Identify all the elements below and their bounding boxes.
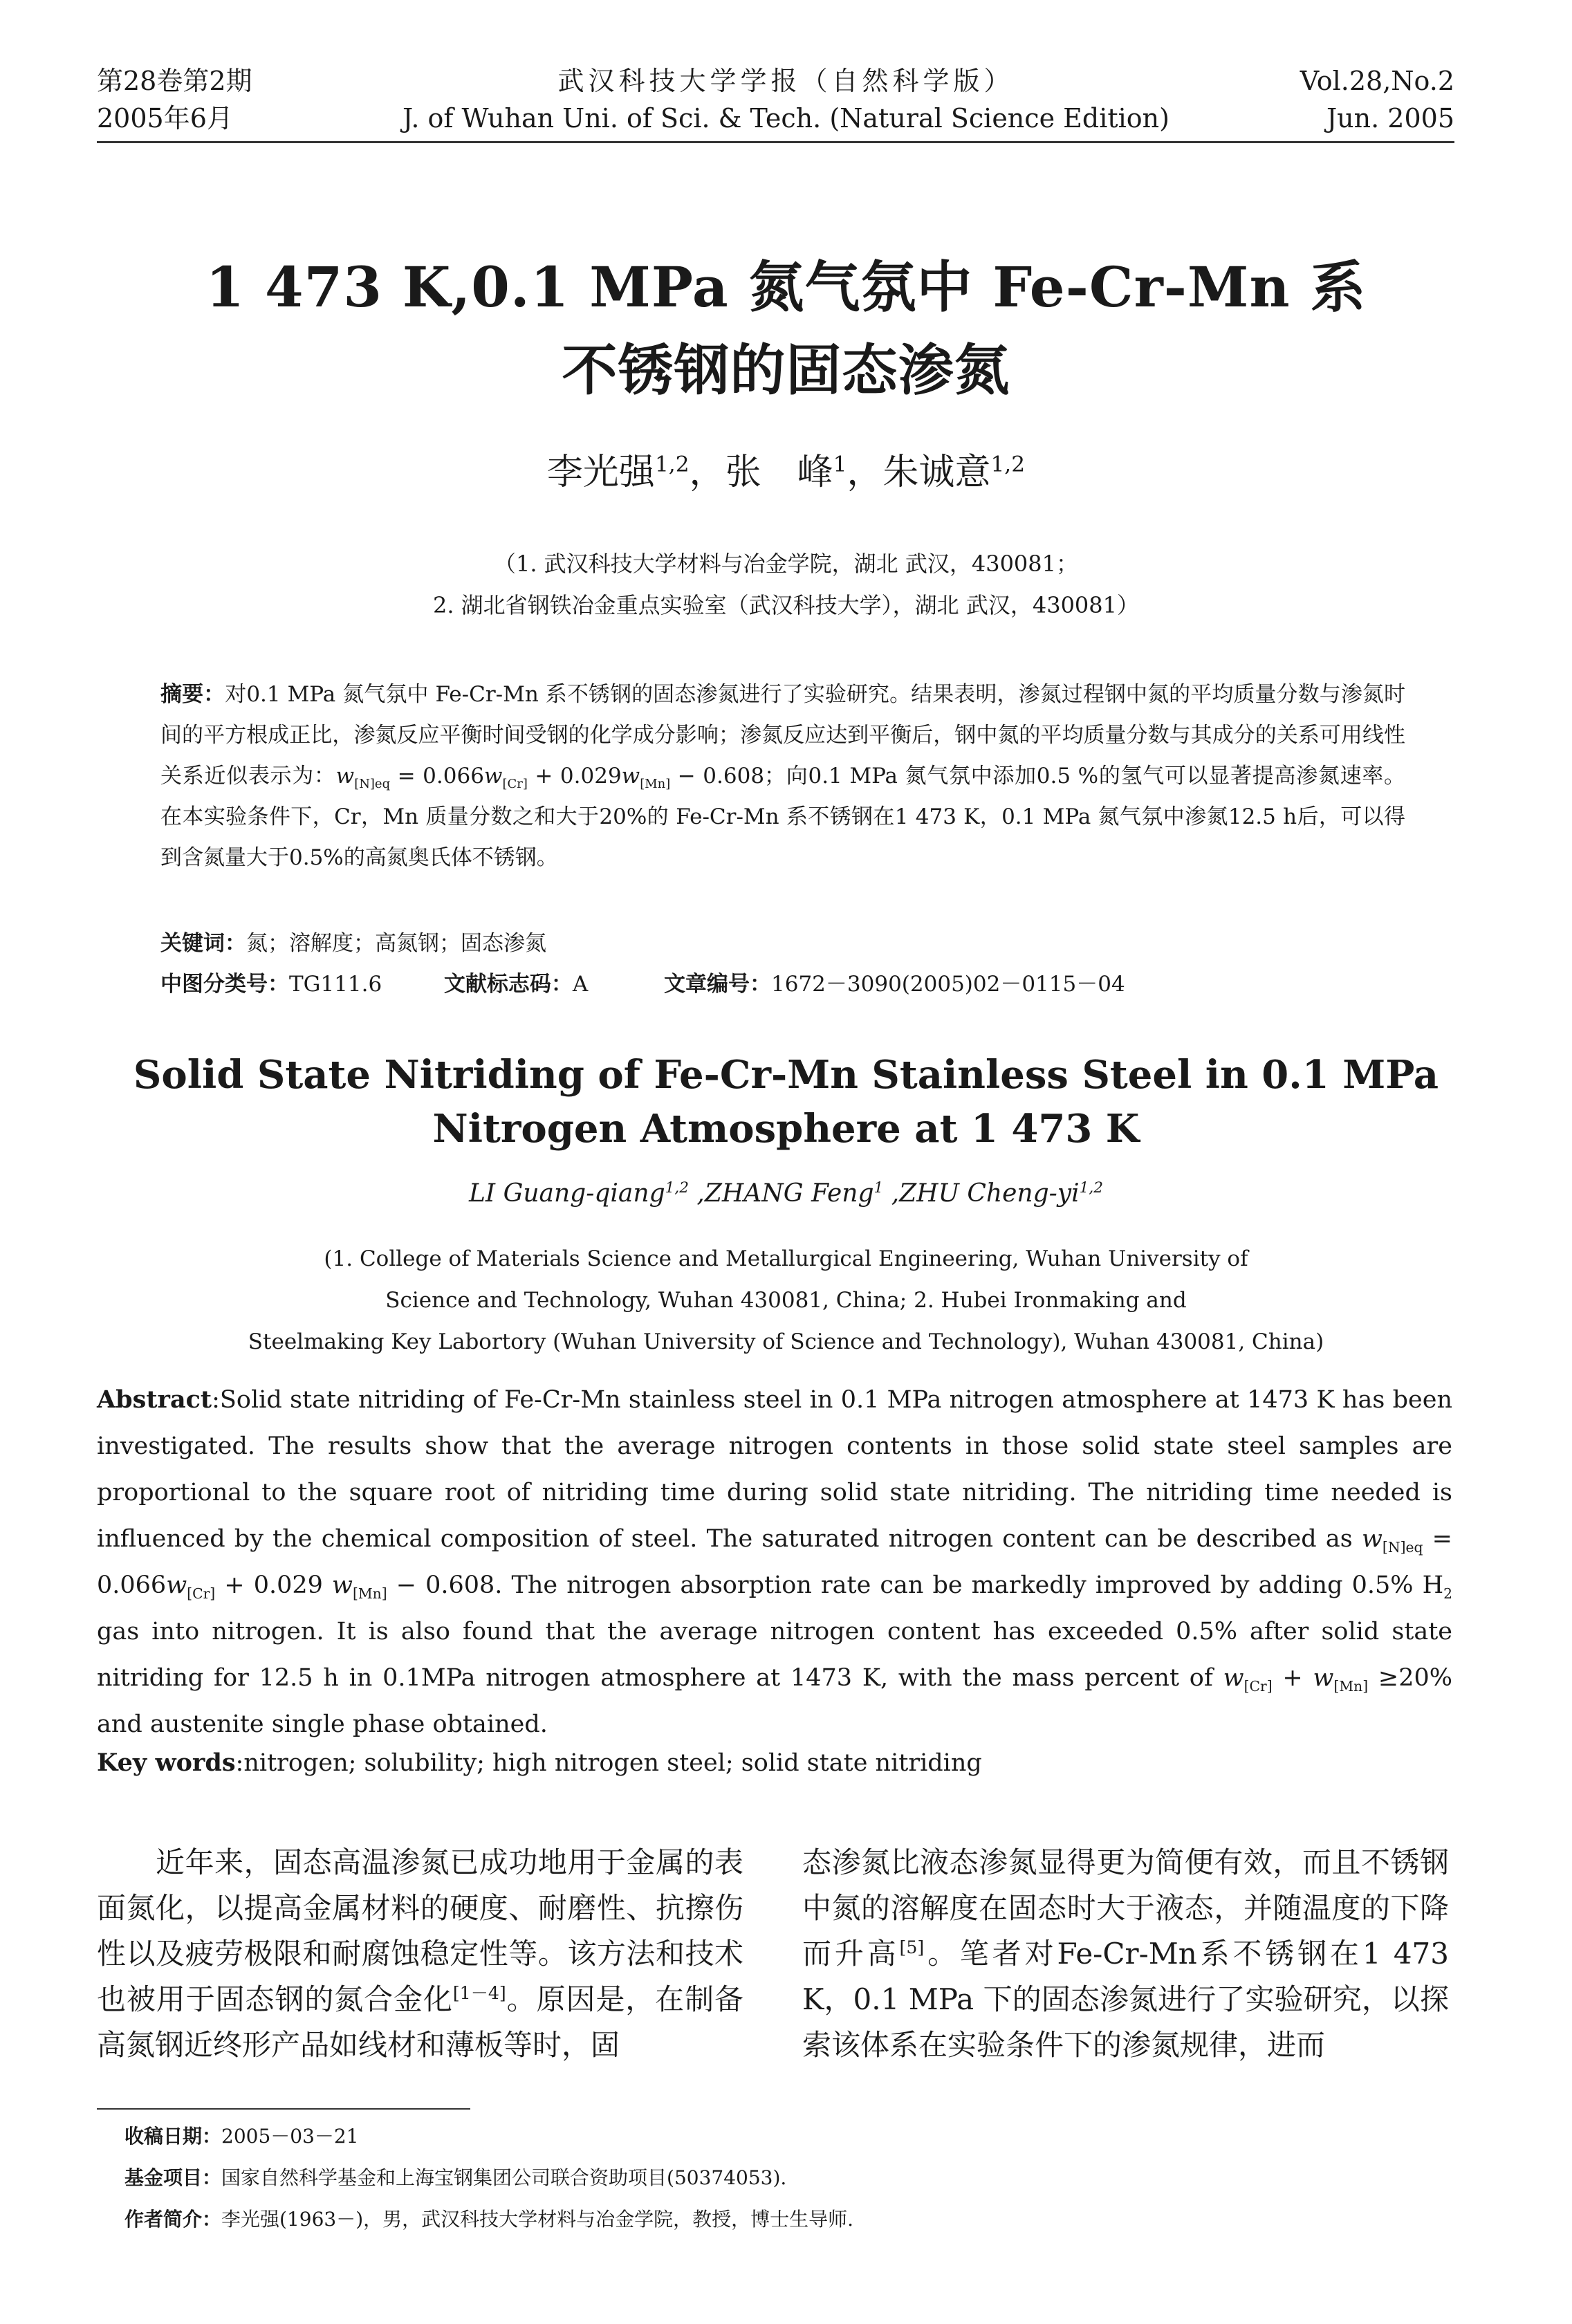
formula-sub: 2 bbox=[1443, 1585, 1452, 1602]
formula-sub: [Cr] bbox=[1243, 1678, 1273, 1695]
body-text: 态渗氮比液态渗氮显得更为简便有效，而且不锈钢中氮的溶解度在固态时大于液态，并随温度的下降而升高 bbox=[802, 1845, 1449, 1971]
footnote-text: 国家自然科学基金和上海宝钢集团公司联合资助项目(50374053). bbox=[221, 2166, 787, 2189]
affiliation-en-2: Science and Technology, Wuhan 430081, China; 2. Hubei Ironmaking and bbox=[385, 1288, 1187, 1313]
footnote-funding bbox=[124, 2161, 786, 2195]
author-sup: 1 bbox=[833, 452, 847, 477]
formula-sub: [N]eq bbox=[354, 777, 391, 792]
authors-en bbox=[0, 1179, 1572, 1208]
body-text: 近年来，固态高温渗氮已成功地用于金属的表面氮化，以提高金属材料的硬度、耐磨性、抗擦伤性以及疲劳极限和耐腐蚀稳定性等。该方法和技术也被用于固态钢的氮合金化 bbox=[97, 1845, 743, 2016]
abstract-en-text: The nitrogen absorption rate can be markedly improved by adding 0.5% H bbox=[502, 1571, 1444, 1599]
abstract-en-colon: : bbox=[212, 1386, 220, 1414]
author-en: LI Guang-qiang bbox=[469, 1179, 665, 1208]
abstract-en-text: gas into nitrogen. It is also found that the average nitrogen content has exceeded 0.5% after solid state nitriding for 12.5 h in 0.1MPa nitrogen atmosphere at 1473 K, with the mass percent of bbox=[97, 1618, 1452, 1692]
issue-date: 2005年6月 bbox=[97, 103, 233, 133]
formula-sub: [Cr] bbox=[187, 1585, 216, 1602]
journal-name-cn: 武汉科技大学学报（自然科学版） bbox=[557, 66, 1015, 96]
affiliation-cn-2: 2. 湖北省钢铁冶金重点实验室（武汉科技大学），湖北 武汉，430081） bbox=[432, 592, 1140, 618]
volume-en: Vol.28,No.2 bbox=[1300, 66, 1454, 96]
formula-coef: + 0.029 bbox=[527, 764, 622, 788]
author-sup: 1,2 bbox=[990, 452, 1026, 477]
affiliation-en-1: (1. College of Materials Science and Metallurgical Engineering, Wuhan University of bbox=[324, 1246, 1248, 1271]
footnote-label: 基金项目： bbox=[124, 2166, 222, 2189]
keywords-cn-text: 氮；溶解度；高氮钢；固态渗氮 bbox=[246, 931, 546, 956]
title-en-line2: Nitrogen Atmosphere at 1 473 K bbox=[432, 1106, 1140, 1152]
abstract-cn-text: 向0.1 MPa 氮气氛中添加0.5 %的氢气可以显著提高渗氮速率。在本实验条件下，Cr，Mn 质量分数之和大于20%的 Fe-Cr-Mn 系不锈钢在1 473 K，0.1 MPa 氮气氛中渗氮12.5 h后，可以得到含氮量大于0.5%的高氮奥氏体不锈钢。 bbox=[160, 764, 1405, 870]
author-sep: ， bbox=[689, 452, 725, 493]
abstract-en-label: Abstract bbox=[97, 1385, 212, 1414]
formula-w: w bbox=[335, 764, 355, 788]
footnote-label: 收稿日期： bbox=[124, 2125, 222, 2148]
citation: [1－4] bbox=[452, 1983, 506, 2003]
authors-cn bbox=[0, 443, 1572, 495]
affiliation-cn-1: （1. 武汉科技大学材料与冶金学院，湖北 武汉，430081； bbox=[493, 551, 1079, 577]
journal-volume bbox=[1300, 62, 1454, 137]
abstract-en-text: ≥20% and austenite single phase obtained. bbox=[97, 1664, 1453, 1738]
author-sup: 1,2 bbox=[1079, 1179, 1103, 1197]
formula-end: − 0.608； bbox=[670, 764, 786, 788]
formula-sub: [Cr] bbox=[502, 777, 528, 792]
keywords-en-label: Key words bbox=[97, 1749, 236, 1777]
footnote-rule bbox=[97, 2108, 470, 2110]
author-sep: , bbox=[688, 1179, 705, 1208]
title-en-line1: Solid State Nitriding of Fe-Cr-Mn Stainless Steel in 0.1 MPa bbox=[133, 1052, 1439, 1098]
author-en: ZHANG Feng bbox=[704, 1179, 874, 1208]
author-sep: , bbox=[883, 1179, 900, 1208]
author-cn: 李光强 bbox=[546, 452, 655, 493]
title-en bbox=[0, 1048, 1572, 1156]
abstract-en-text: Solid state nitriding of Fe-Cr-Mn stainless steel in 0.1 MPa nitrogen atmosphere at 1473 K has been investigated. The results show that the average nitrogen contents in those solid state steel samples are proportional to the square root of nitriding time during solid state nitriding. The nitriding time needed is influenced by the chemical composition of steel. The saturated nitrogen content can be described as bbox=[97, 1386, 1452, 1553]
formula-coef: + 0.029 bbox=[215, 1571, 332, 1599]
keywords-cn-label: 关键词： bbox=[160, 931, 246, 956]
footnote-received bbox=[124, 2120, 359, 2153]
affiliations-en bbox=[0, 1238, 1572, 1363]
formula-end: − 0.608. bbox=[387, 1571, 503, 1599]
citation: [5] bbox=[899, 1937, 925, 1957]
formula-w: w bbox=[166, 1571, 187, 1599]
author-sup: 1 bbox=[873, 1179, 884, 1197]
formula-w: w bbox=[1313, 1664, 1334, 1692]
class-label: 中图分类号： bbox=[160, 972, 289, 997]
affiliations-cn bbox=[0, 543, 1572, 626]
abstract-en bbox=[97, 1376, 1452, 1748]
author-sep: ， bbox=[847, 452, 883, 493]
date-en: Jun. 2005 bbox=[1326, 103, 1454, 133]
footnote-label: 作者简介： bbox=[124, 2208, 222, 2231]
affiliation-en-3: Steelmaking Key Labortory (Wuhan University of Science and Technology), Wuhan 430081, China) bbox=[248, 1329, 1324, 1354]
formula-op: + bbox=[1272, 1664, 1313, 1692]
author-sup: 1,2 bbox=[665, 1179, 689, 1197]
formula-w: w bbox=[1223, 1664, 1244, 1692]
abstract-cn-text: 对0.1 MPa 氮气氛中 Fe-Cr-Mn 系不锈钢的固态渗氮进行了实验研究。结果表明，渗氮过程钢中氮的平均质量分数与渗氮时间的平方根成正比，渗氮反应平衡时间受钢的化学成分影响；渗氮反应达到平衡后，钢中氮的平均质量分数与其成分的关系可用线性关系近似表示为： bbox=[160, 682, 1405, 788]
formula-w: w bbox=[332, 1571, 353, 1599]
keywords-cn bbox=[160, 923, 1405, 964]
formula-w: w bbox=[483, 764, 503, 788]
author-en: ZHU Cheng-yi bbox=[899, 1179, 1080, 1208]
class-value: TG111.6 bbox=[289, 972, 382, 997]
author-cn: 朱诚意 bbox=[882, 452, 991, 493]
keywords-en bbox=[97, 1740, 1452, 1787]
footnote-author bbox=[124, 2203, 853, 2236]
author-cn: 张 峰 bbox=[725, 452, 833, 493]
keywords-en-colon: : bbox=[235, 1749, 244, 1777]
formula-w: w bbox=[1361, 1525, 1383, 1553]
formula-coef: = 0.066 bbox=[97, 1525, 1452, 1599]
doc-code-label: 文献标志码： bbox=[443, 972, 573, 997]
body-column-right bbox=[802, 1840, 1449, 2068]
body-text: 。原因是，在制备高氮钢近终形产品如线材和薄板等时，固 bbox=[97, 1982, 743, 2062]
abstract-cn-label: 摘要： bbox=[160, 682, 225, 707]
title-cn-line2: 不锈钢的固态渗氮 bbox=[562, 338, 1010, 403]
formula-w: w bbox=[621, 764, 640, 788]
body-text: 。笔者对Fe-Cr-Mn系不锈钢在1 473 K，0.1 MPa 下的固态渗氮进行了实验研究，以探索该体系在实验条件下的渗氮规律，进而 bbox=[802, 1937, 1449, 2062]
abstract-cn bbox=[160, 674, 1405, 878]
article-no-value: 1672－3090(2005)02－0115－04 bbox=[771, 972, 1125, 997]
author-sup: 1,2 bbox=[654, 452, 690, 477]
doc-code-value: A bbox=[572, 972, 589, 997]
keywords-en-text: nitrogen; solubility; high nitrogen steel; solid state nitriding bbox=[243, 1749, 982, 1777]
article-no-label: 文章编号： bbox=[664, 972, 772, 997]
body-column-left bbox=[97, 1840, 743, 2068]
journal-name-en: J. of Wuhan Uni. of Sci. & Tech. (Natural Science Edition) bbox=[403, 103, 1169, 133]
footnote-text: 李光强(1963－)，男，武汉科技大学材料与冶金学院，教授，博士生导师. bbox=[221, 2208, 854, 2231]
formula-sub: [N]eq bbox=[1382, 1539, 1423, 1556]
header-rule bbox=[97, 141, 1454, 143]
title-cn bbox=[0, 246, 1572, 412]
formula-sub: [Mn] bbox=[352, 1585, 387, 1602]
formula-sub: [Mn] bbox=[640, 777, 671, 792]
title-cn-line1: 1 473 K,0.1 MPa 氮气氛中 Fe-Cr-Mn 系 bbox=[205, 255, 1367, 320]
issue-volume: 第28卷第2期 bbox=[97, 66, 252, 96]
classification-line bbox=[160, 964, 1405, 1005]
formula-sub: [Mn] bbox=[1333, 1678, 1369, 1695]
footnote-text: 2005－03－21 bbox=[221, 2125, 359, 2148]
formula-coef: = 0.066 bbox=[390, 764, 484, 788]
